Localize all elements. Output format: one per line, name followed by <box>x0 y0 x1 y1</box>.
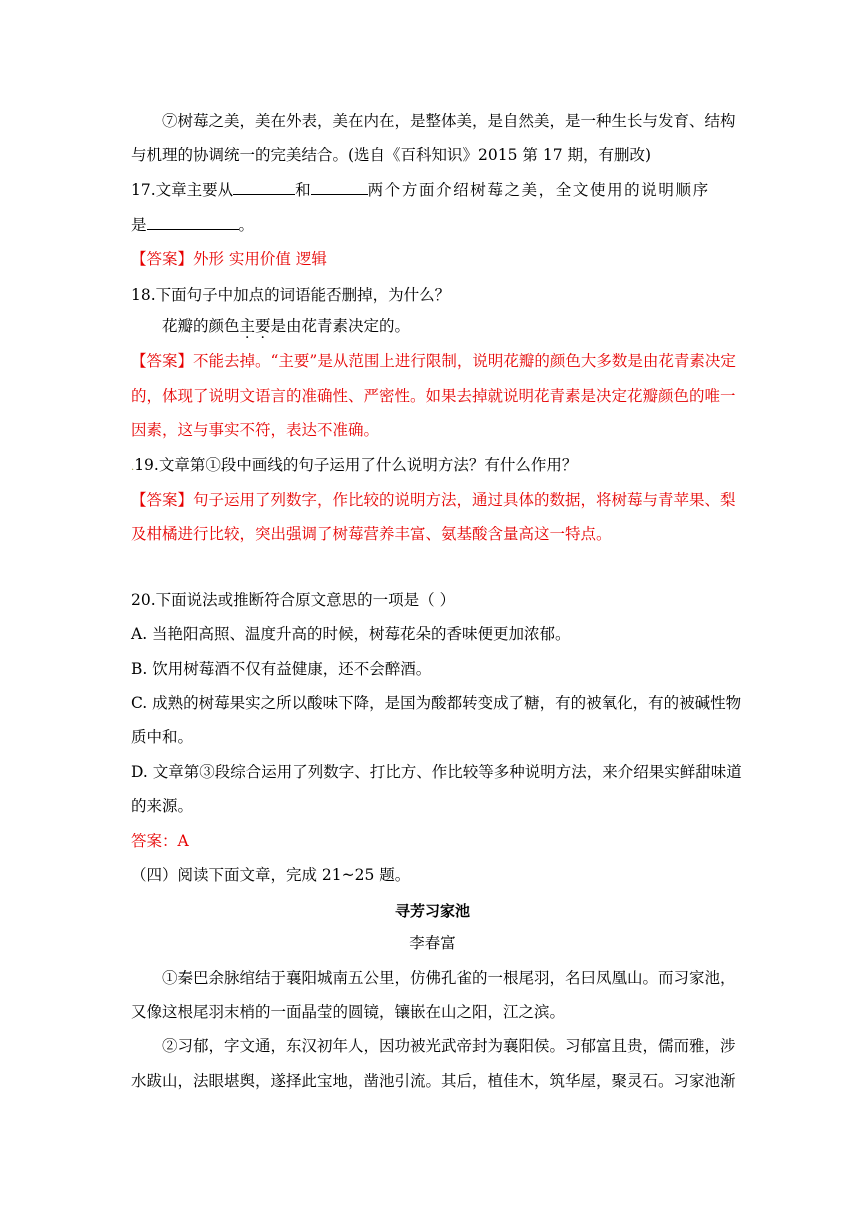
stray-mark: . <box>131 462 135 473</box>
q18-sentence <box>162 316 410 336</box>
q18-question: 18.下面句子中加点的词语能否删掉，为什么？ <box>131 286 451 304</box>
q17-question <box>131 180 710 200</box>
q20-option-a: A. 当艳阳高照、温度升高的时候，树莓花朵的香味便更加浓郁。 <box>131 625 571 643</box>
article-p1-line2: 又像这根尾羽末梢的一面晶莹的圆镜，镶嵌在山之阳，江之滨。 <box>131 1003 566 1021</box>
q18-sentence-post: 是由花青素决定的。 <box>270 317 411 335</box>
q18-answer-line2: 的，体现了说明文语言的准确性、严密性。如果去掉就说明花青素是决定花瓣颜色的唯一 <box>131 387 736 405</box>
q17-answer: 【答案】外形 实用价值 逻辑 <box>131 250 327 268</box>
q17-question-line2 <box>131 215 254 235</box>
q18-answer-line3: 因素，这与事实不符，表达不准确。 <box>131 421 380 439</box>
article-title: 寻芳习家池 <box>394 902 470 920</box>
q17-blank-3[interactable] <box>147 215 239 230</box>
q17-blank-2[interactable] <box>311 180 368 195</box>
q20-option-d-line2: 的来源。 <box>131 797 194 815</box>
q20-question: 20.下面说法或推断符合原文意思的一项是（ ） <box>131 591 456 609</box>
q20-option-b: B. 饮用树莓酒不仅有益健康，还不会醉酒。 <box>131 660 432 678</box>
q20-answer: 答案：A <box>131 832 189 850</box>
q17-mid: 和 <box>295 181 311 199</box>
q18-sentence-pre: 花瓣的颜色 <box>162 317 240 335</box>
q17-blank-1[interactable] <box>233 180 295 195</box>
para7-line2: 与机理的协调统一的完美结合。(选自《百科知识》2015 第 17 期，有删改) <box>131 146 652 164</box>
q17-prefix: 17.文章主要从 <box>131 181 234 199</box>
article-author: 李春富 <box>409 934 456 952</box>
q19-answer-line1: 【答案】句子运用了列数字，作比较的说明方法，通过具体的数据，将树莓与青苹果、梨 <box>131 491 736 509</box>
q17-suffix: 两个方面介绍树莓之美，全文使用的说明顺序 <box>367 181 710 199</box>
article-p1-line1: ①秦巴余脉绾结于襄阳城南五公里，仿佛孔雀的一根尾羽，名曰凤凰山。而习家池， <box>162 969 736 987</box>
q18-dotted-char-2: 要 <box>255 317 271 335</box>
article-p2-line1: ②习郁，字文通，东汉初年人，因功被光武帝封为襄阳侯。习郁富且贵，儒而雅，涉 <box>162 1037 736 1055</box>
q17-line2-suffix: 。 <box>238 216 255 234</box>
q20-option-d-line1: D. 文章第③段综合运用了列数字、打比方、作比较等多种说明方法，来介绍果实鲜甜味道 <box>131 763 742 781</box>
section4-intro: （四）阅读下面文章，完成 21~25 题。 <box>131 866 411 884</box>
q18-dotted-char-1: 主 <box>239 317 256 335</box>
para7-line1: ⑦树莓之美，美在外表，美在内在，是整体美，是自然美，是一种生长与发育、结构 <box>162 112 736 130</box>
q19-answer-line2: 及柑橘进行比较，突出强调了树莓营养丰富、氨基酸含量高这一特点。 <box>131 525 612 543</box>
q20-option-c-line1: C. 成熟的树莓果实之所以酸味下降，是国为酸都转变成了糖，有的被氧化，有的被碱性物 <box>131 694 742 712</box>
q20-option-c-line2: 质中和。 <box>131 728 194 746</box>
q17-line2-prefix: 是 <box>131 216 147 234</box>
q18-answer-line1: 【答案】不能去掉。“主要”是从范围上进行限制，说明花瓣的颜色大多数是由花青素决定 <box>131 352 736 370</box>
q19-question-text: 19.文章第①段中画线的句子运用了什么说明方法？有什么作用？ <box>134 456 578 474</box>
article-p2-line2: 水跋山，法眼堪舆，遂择此宝地，凿池引流。其后，植佳木，筑华屋，聚灵石。习家池渐 <box>131 1072 736 1090</box>
q19-question <box>131 455 577 478</box>
